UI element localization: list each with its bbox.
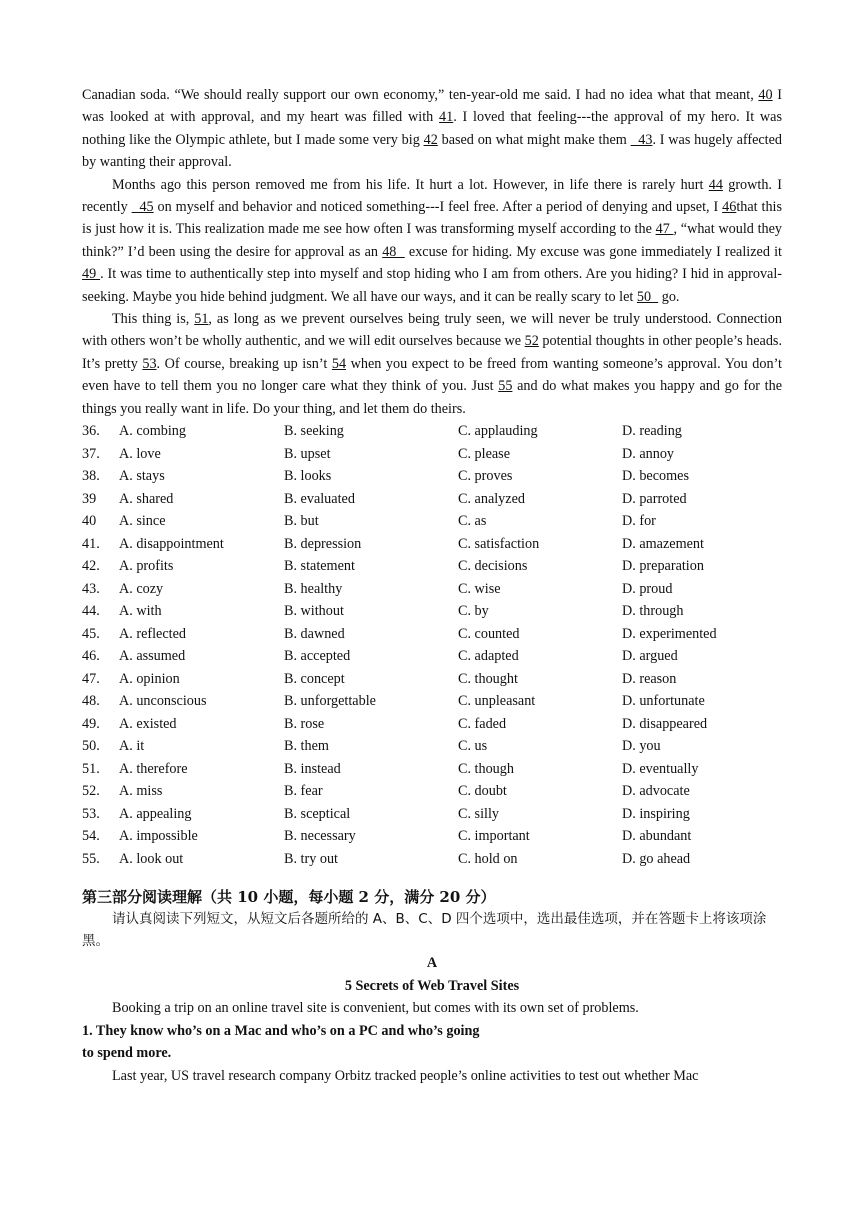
blank-54: 54 — [331, 355, 347, 372]
option-b: B. try out — [284, 850, 338, 867]
blank-46: 46 — [722, 199, 737, 216]
document-page — [82, 84, 782, 1087]
option-d: D. preparation — [622, 558, 704, 575]
option-row-37 — [82, 443, 782, 466]
question-number: 39 — [82, 490, 97, 507]
option-a: A. reflected — [119, 625, 186, 642]
question-number: 53. — [82, 805, 100, 822]
option-c: C. faded — [458, 715, 507, 732]
question-number: 43. — [82, 580, 100, 597]
text-run: . Of course, breaking up isn’t — [156, 355, 332, 372]
text-run: growth. I recently — [82, 176, 783, 216]
question-number: 38. — [82, 468, 100, 485]
option-c: C. though — [458, 760, 514, 777]
option-a: A. therefore — [119, 760, 188, 777]
question-number: 54. — [82, 828, 100, 845]
option-row-52 — [82, 780, 782, 803]
option-row-55 — [82, 848, 782, 871]
option-a: A. love — [119, 445, 161, 462]
option-a: A. appealing — [119, 805, 192, 822]
option-b: B. upset — [284, 445, 331, 462]
passage-paragraph-1 — [82, 84, 782, 174]
option-row-49 — [82, 713, 782, 736]
text-run: go. — [658, 288, 680, 305]
question-number: 44. — [82, 603, 100, 620]
option-c: C. by — [458, 603, 489, 620]
option-row-51 — [82, 758, 782, 781]
option-b: B. dawned — [284, 625, 345, 642]
option-b: B. instead — [284, 760, 341, 777]
option-d: D. unfortunate — [622, 693, 705, 710]
option-d: D. parroted — [622, 490, 687, 507]
option-c: C. hold on — [458, 850, 518, 867]
option-d: D. through — [622, 603, 684, 620]
text-run: This thing is, — [112, 311, 195, 328]
blank-41: 41 — [439, 109, 454, 126]
option-b: B. statement — [284, 558, 355, 575]
option-a: A. combing — [119, 423, 186, 440]
blank-52: 52 — [524, 333, 539, 350]
option-c: C. thought — [458, 670, 518, 687]
option-d: D. inspiring — [622, 805, 690, 822]
option-b: B. necessary — [284, 828, 356, 845]
blank-53: 53 — [142, 355, 157, 372]
option-c: C. doubt — [458, 783, 507, 800]
option-row-40 — [82, 510, 782, 533]
option-a: A. since — [119, 513, 166, 530]
text-run: excuse for hiding. My excuse was gone immediately I realized it — [404, 243, 782, 260]
option-row-54 — [82, 825, 782, 848]
option-row-47 — [82, 668, 782, 691]
text-run: . I was hugely affected by wanting their approval. — [82, 131, 782, 171]
option-c: C. applauding — [458, 423, 538, 440]
option-a: A. impossible — [119, 828, 198, 845]
question-number: 49. — [82, 715, 100, 732]
option-a: A. assumed — [119, 648, 186, 665]
option-d: D. reason — [622, 670, 677, 687]
options-list — [82, 420, 782, 870]
option-a: A. it — [119, 738, 145, 755]
question-number: 37. — [82, 445, 100, 462]
option-a: A. stays — [119, 468, 165, 485]
text-run: . I loved that feeling---the approval of my hero. It was nothing like the Olympic athlete, but I made some very big — [82, 109, 782, 148]
question-number: 52. — [82, 783, 100, 800]
text-run: I was looked at with approval, and my heart was filled with — [82, 87, 782, 126]
question-number: 42. — [82, 558, 100, 575]
option-c: C. decisions — [458, 558, 528, 575]
option-row-44 — [82, 600, 782, 623]
blank-50: 50 — [636, 288, 659, 305]
option-b: B. seeking — [284, 423, 344, 440]
text-run: based on what might make them — [437, 131, 631, 148]
option-b: B. evaluated — [284, 490, 355, 507]
option-d: D. go ahead — [622, 850, 691, 867]
option-b: B. concept — [284, 670, 345, 687]
option-d: D. advocate — [622, 783, 690, 800]
option-b: B. but — [284, 513, 319, 530]
question-number: 50. — [82, 738, 100, 755]
option-b: B. them — [284, 738, 329, 755]
option-d: D. amazement — [622, 535, 704, 552]
option-b: B. without — [284, 603, 344, 620]
option-d: D. proud — [622, 580, 673, 597]
option-c: C. adapted — [458, 648, 519, 665]
text-run: when you expect to be freed from wanting someone’s approval. You don’t even have to tell them you no longer care what they think of you. Just — [82, 355, 782, 395]
blank-43: 43 — [630, 131, 653, 148]
blank-55: 55 — [498, 378, 513, 395]
passage-paragraph-2 — [82, 174, 782, 308]
passage-letter: A — [426, 955, 438, 972]
question-number: 48. — [82, 693, 100, 710]
option-row-43 — [82, 578, 782, 601]
option-b: B. healthy — [284, 580, 343, 597]
option-a: A. with — [119, 603, 162, 620]
option-a: A. existed — [119, 715, 177, 732]
section-heading: 第三部分阅读理解（共 10 小题，每小题 2 分，满分 20 分） — [82, 888, 496, 907]
blank-47: 47 — [655, 221, 674, 238]
option-d: D. you — [622, 738, 661, 755]
blank-48: 48 — [382, 243, 405, 260]
option-d: D. for — [622, 513, 656, 530]
option-a: A. opinion — [119, 670, 180, 687]
text-run: , “what would they think?” I’d been using the desire for approval as an — [82, 221, 782, 260]
option-c: C. important — [458, 828, 530, 845]
option-c: C. silly — [458, 805, 499, 822]
option-b: B. fear — [284, 783, 323, 800]
point-heading-line-1: 1. They know who’s on a Mac and who’s on a PC and who’s going — [82, 1022, 480, 1039]
option-a: A. shared — [119, 490, 174, 507]
option-row-42 — [82, 555, 782, 578]
option-row-38 — [82, 465, 782, 488]
option-a: A. cozy — [119, 580, 164, 597]
blank-49: 49 — [82, 266, 101, 283]
question-number: 41. — [82, 535, 100, 552]
text-run: . It was time to authentically step into myself and stop hiding who I am from others. Are you hiding? I hid in approval-seeking. Maybe you hide behind judgment. We all have our ways, and it can be really scary to let — [82, 266, 783, 305]
option-d: D. annoy — [622, 445, 675, 462]
option-c: C. counted — [458, 625, 520, 642]
blank-40: 40 — [758, 87, 773, 103]
option-b: B. depression — [284, 535, 362, 552]
text-run: that this is just how it is. This realization made me see how often I was transforming myself according to the — [82, 199, 783, 238]
passage-text: Last year, US travel research company Orbitz tracked people’s online activities to test out whether Mac — [112, 1067, 699, 1084]
option-c: C. please — [458, 445, 511, 462]
option-a: A. profits — [119, 558, 174, 575]
option-c: C. us — [458, 738, 488, 755]
option-row-41 — [82, 533, 782, 556]
option-a: A. unconscious — [119, 693, 207, 710]
blank-42: 42 — [423, 131, 438, 148]
question-number: 40 — [82, 513, 97, 530]
option-d: D. disappeared — [622, 715, 708, 732]
text-run: potential thoughts in other people’s heads. It’s pretty — [82, 333, 782, 372]
option-c: C. as — [458, 513, 487, 530]
option-d: D. argued — [622, 648, 678, 665]
option-row-46 — [82, 645, 782, 668]
passage-intro: Booking a trip on an online travel site is convenient, but comes with its own set of problems. — [112, 1000, 639, 1017]
blank-51: 51 — [194, 311, 209, 328]
option-d: D. abundant — [622, 828, 692, 845]
passage-title: 5 Secrets of Web Travel Sites — [344, 977, 520, 994]
option-row-39 — [82, 488, 782, 511]
option-row-53 — [82, 803, 782, 826]
option-c: C. wise — [458, 580, 501, 597]
option-c: C. unpleasant — [458, 693, 536, 710]
question-number: 46. — [82, 648, 100, 665]
option-c: C. analyzed — [458, 490, 525, 507]
option-row-36 — [82, 420, 782, 443]
option-d: D. becomes — [622, 468, 689, 485]
blank-44: 44 — [708, 176, 723, 193]
text-run: and do what makes you happy and go for the things you really want in life. Do your thing, and let them do theirs. — [82, 378, 783, 417]
section-instruction: 请认真阅读下列短文，从短文后各题所给的 A、B、C、D 四个选项中，选出最佳选项，并在答题卡上将该项涂黑。 — [82, 911, 767, 950]
option-row-50 — [82, 735, 782, 758]
question-number: 55. — [82, 850, 100, 867]
option-b: B. rose — [284, 715, 325, 732]
option-d: D. experimented — [622, 625, 717, 642]
option-b: B. looks — [284, 468, 332, 485]
option-c: C. satisfaction — [458, 535, 540, 552]
question-number: 36. — [82, 423, 100, 440]
question-number: 51. — [82, 760, 100, 777]
text-run: Months ago this person removed me from his life. It hurt a lot. However, in life there is rarely hurt — [112, 176, 709, 193]
option-a: A. look out — [119, 850, 184, 867]
point-heading-line-2: to spend more. — [82, 1045, 172, 1061]
option-row-48 — [82, 690, 782, 713]
option-b: B. sceptical — [284, 805, 351, 822]
question-number: 45. — [82, 625, 100, 642]
passage-paragraph-3 — [82, 308, 782, 420]
option-b: B. accepted — [284, 648, 351, 665]
option-a: A. miss — [119, 783, 163, 800]
option-d: D. reading — [622, 423, 682, 440]
option-row-45 — [82, 623, 782, 646]
option-c: C. proves — [458, 468, 513, 485]
blank-45: 45 — [131, 199, 154, 216]
option-d: D. eventually — [622, 760, 699, 777]
option-b: B. unforgettable — [284, 693, 376, 710]
text-run: on myself and behavior and noticed something---I feel free. After a period of denying and upset, I — [153, 199, 723, 216]
question-number: 47. — [82, 670, 100, 687]
text-run: Canadian soda. “We should really support our own economy,” ten-year-old me said. I had no idea what that meant, — [82, 87, 759, 103]
option-a: A. disappointment — [119, 535, 224, 552]
text-run: , as long as we prevent ourselves being truly seen, we will never be truly understood. Connection with others won’t be wholly authentic, and we will edit ourselves because we — [82, 311, 782, 350]
